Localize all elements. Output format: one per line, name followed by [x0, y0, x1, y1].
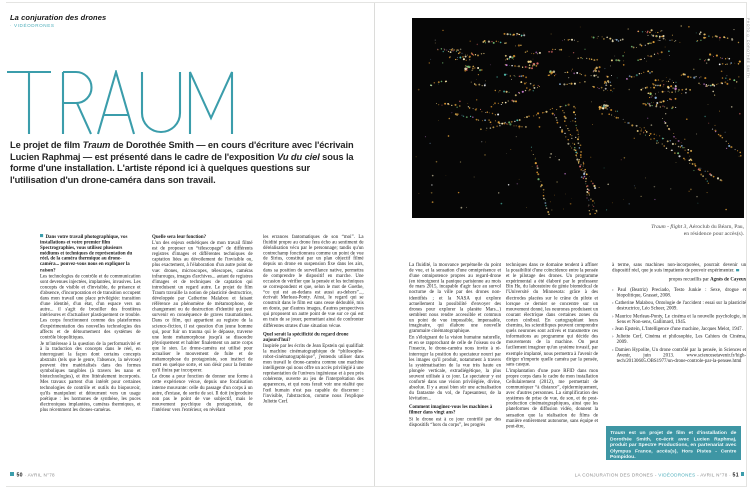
right-page: [375, 0, 750, 489]
body-paragraph: à terme, sans machines non-incorporées, pourrait devenir un dispositif réel, que je suis impatiente de pouvoir expérimenter.: [612, 262, 746, 273]
interviewer-name: Agnès de Cayeux: [710, 276, 746, 283]
footer-section: VIDÉODRONES: [658, 472, 696, 478]
intro-italic-title: Traum: [82, 140, 111, 150]
night-aerial-photo: [412, 18, 744, 218]
interview-question: Dans votre travail photographique, vos installations et votre premier film Spectrographies, vous utilisez plusieurs médiums et techniques de représentation du réel, de la caméra thermique au drone-caméra... pouvez-vous nous en expliquer la raison?: [40, 234, 133, 273]
folio-square-icon: [741, 472, 745, 476]
body-paragraph: La fluidité, la mouvance perpétuelle du point de vue, et la sensation d'une omniprésence et d'une omnipotence propres au regard-drone (en témoignent la panique parisienne au mois de mars 2015, incapable d'agir face au survol nocturne de la ville par des drones non-identifiés ; et la NASA qui explore actuellement la possibilité d'envoyer des drones pour explorer la planète Mars...) semblent nous rendre accessible et commun un point de vue impossible, impensable, imaginaire, qui élabore une nouvelle grammaire cinématographique.: [409, 262, 501, 334]
intro-text: Le projet de film: [10, 140, 83, 150]
left-page-column-1: [40, 234, 141, 462]
photo-caption: [562, 224, 744, 238]
footer-series: LA CONJURATION DES DRONES -: [574, 472, 659, 478]
right-page-column-2: [506, 262, 598, 464]
caption-text: , Aéroclub du Béarn, Pau,: [686, 224, 744, 230]
body-paragraph: techniques dans ce domaine tendent à affiner la possibilité d'une coïncidence entre la pensée et le pilotage des drones. Un programme expérimental a été élaboré par le professeur Bin He, du laboratoire de génie biomédical de l'Université du Minnesota: grâce à des électrodes placées sur le crâne du pilote et lorsque ce dernier se concentre sur un mouvement donné, les neurones produisent un courant électrique dans certaines zones du cortex cérébral. En cartographiant leurs chemins, les scientifiques peuvent comprendre quels neurones sont activés et transmettre ces informations au programme qui décide des mouvements de la machine. On peut facilement imaginer qu'un système invasif, par exemple implanté, nous permettra à l'avenir de diriger n'importe quelle caméra par la pensée, sans casque.: [506, 262, 598, 368]
production-credit-box: [606, 426, 741, 460]
left-page-column-3: [263, 234, 364, 462]
bullet-square-icon: [40, 234, 43, 237]
night-city-lights: [412, 18, 744, 218]
bibliography-item: › Maurice Merleau-Ponty, Le cinéma et la nouvelle psychologie, in Sens et Non-sens, Gallimard, 1945.: [612, 313, 746, 324]
section-label: · VIDÉODRONES: [10, 23, 55, 28]
bibliography-item: › Damien Hypolite, Un drone contrôlé par la pensée, in Sciences et Avenir, juin 2013. www.sciencesetavenir.fr/high-tech/20130605.OBS1977/un-drone-controle-par-la-pensee.html: [612, 347, 746, 364]
footer-issue: - AVRIL N°78 ·: [695, 472, 733, 478]
bibliography-list: [612, 287, 746, 363]
page-number: 50: [16, 472, 23, 479]
body-paragraph: Le drone a pour fonction de donner une forme à cette expérience vécue, depuis une focalisation interne mouvante: celle du passage d'un corps à un autre, d'extase, de sortie de soi. Il doit (re)produire non pas le point de vue subjectif, mais le mouvement psychique du protagoniste, de l'intérieur vers l'extérieur, en révélant: [152, 373, 253, 413]
issue-label: · AVRIL N°78: [24, 472, 55, 478]
body-paragraph: Inspirée par les écrits de Jean Epstein qui qualifiait la machine cinématographique de “philosophe-robot-cinématographique”, j'entends utiliser dans mon travail le drone-caméra comme une machine intelligente qui nous offre un accès privilégié à une représentation de l'univers ingénieuse et à peu près cohérente, ouverte au jeu de l'interprétation des apparences, et qui nous ferait voir une réalité que l'œil humain n'est pas capable de discerner : l'invisible, l'abstraction, comme nous l'explique Juliette Cerf.: [263, 343, 364, 404]
interview-question: Comment imaginez-vous les machines à filmer dans vingt ans?: [409, 404, 493, 416]
article-title-traum: [6, 70, 258, 136]
end-square-icon: [736, 269, 739, 272]
bibliography-item: › Juliette Cerf, Cinéma et philosophie, Les Cahiers du Cinéma, 2009.: [612, 334, 746, 345]
body-paragraph: En s'éloignant de la vision humaine naturelle, et en se rapprochant de celle de l'oiseau ou de l'insecte, le drone-caméra nous invite à ré-interroger la position du spectateur nourri par les images qu'il produit, notamment à travers la systématisation de la vue très haute en plongée verticale, extradiégétique, la plus souvent utilisée à ce jour. Le spectateur y est conforté dans une vision privilégiée, divine, absolue. Il y a aussi bien sûr une actualisation du fantasme du vol, de l'apesanteur, de la lévitation...: [409, 334, 501, 402]
series-title: La conjuration des drones: [10, 13, 107, 22]
caption-text: en résidence pour accès(s).: [683, 231, 744, 237]
intro-text: sous la forme d'une installation. L'artiste répond ici à quelques questions sur l'utilisation d'un drone-caméra dans son travail.: [10, 151, 354, 185]
interview-question: Quelle sera leur fonction?: [152, 234, 207, 240]
bibliography-item: › Paul (Beatriz) Preciado, Testo Junkie : Sexe, drogue et biopolitique, Grasset, 2008.: [612, 287, 746, 298]
body-paragraph: Les technologies de contrôle et de communication sont devenues injectées, implantées, invasives. Les concepts de visible et d'invisible, de présence et d'absence, d'incorporation et de transition occupent dans mon travail une place privilégiée: transition d'une identité, d'un état, d'un espace vers un autre... il s'agit de brouiller des frontières intérieures et d'actualiser plastiquement ce trouble. Les corps fonctionnent comme des plateformes d'expérimentation des nouvelles technologies des affects et de détournement des systèmes de contrôle biopolitiques.: [40, 273, 141, 340]
left-page-column-2: [152, 234, 253, 462]
left-folio: [10, 472, 55, 479]
intro-italic-expo: Vu du ciel: [276, 151, 320, 162]
byline: propos recueillis par Agnès de Cayeux: [668, 276, 746, 283]
body-paragraph: Je m'intéresse à la question de la performativité et à la traduction des concepts dans le réel, en interrogeant la façon dont certains concepts abstraits (tels que le genre, l'absence, la névrose) peuvent être matérialisés dans des formes symboliques tangibles (à travers les nano et biotechnologies), et être littéralement incorporés. Mes travaux partent d'un intérêt pour certaines technologies de contrôle et outils du biopouvoir, qu'ils manipulent et détournent vers un usage poétique : les hormones de synthèse, les puces électroniques implantées, caméras thermiques, et plus récemment les drones-caméras.: [40, 340, 141, 413]
right-page-column-1: [409, 262, 501, 464]
caption-work-title: Traum - flight 3: [651, 224, 687, 230]
body-paragraph: les errances fantomatiques de son “moi”. La fluidité propre au drone fera écho au sentiment de déréalisation vécu par le personnage; tandis qu'un contrechamp fonctionnera comme un point de vue de Sirius, constitué par un plan objectif filmé depuis un drone en suspension fixe dans les airs, dans sa position de surveillance native, permettra de comprendre le dispositif en marche. Une occasion de vérifier que la pensée et les techniques se correspondent et que, selon le mot de Goethe, “ce qui est au-dedans est aussi au-dehors”..., écrivait Merleau-Ponty. Ainsi, le regard qui se construit dans le film est sans cesse dédoublé, mis en doute, par d'autres images, d'autres perspectives qui proposent un autre point de vue sur ce qui est en train de se jouer, permettant ainsi de confronter différentes strates d'une situation vécue.: [263, 234, 364, 328]
folio-square-icon: [10, 472, 14, 476]
right-page-column-3: [612, 262, 746, 422]
intro-text: de Dorothée Smith — en cours d'écriture avec l'écrivain Lucien Raphmaj — est présenté dans le cadre de l'exposition: [10, 140, 354, 162]
interview-question: Quel serait la spécificité du regard drone aujourd'hui?: [263, 331, 349, 343]
body-paragraph: L'implantation d'une puce RFID dans mon propre corps dans le cadre de mon installation Cellulairement (2012), me permettait de communiquer “à distance”, épidermiquement, avec d'autres personnes. La simplification des systèmes de prise de vue, de son, et de post-production cinématographiques, ainsi que les plateformes de diffusion vidéo, donnent la sensation que la réalisation de films de manière entièrement autonome, sans équipe et peut-être,: [506, 367, 598, 429]
photo-credit: PHOTO © DOROTHÉE SMITH: [746, 18, 750, 79]
bibliography-item: › Jean Epstein, L'Intelligence d'une machine, Jacques Melot, 1947.: [612, 326, 746, 332]
right-folio: [575, 472, 744, 479]
bibliography-item: › Catherine Malabou, Ontologie de l'accident : essai sur la plasticité destructrice, Léo Scheer, 2009.: [612, 300, 746, 311]
credit-box-text: est un projet de film et d'installation de Dorothée Smith, co-écrit avec Lucien Raphmaj, produit par Spectre Productions, en partenariat avec Olympus France, accès(s), Hors Pistes - Centre Pompidou.: [610, 430, 737, 460]
body-paragraph: Si le drone est à ce jour contrôlé par des dispositifs “hors du corps”, les progrès: [409, 416, 501, 428]
body-paragraph: L'un des enjeux esthétiques de mon travail filmé est de proposer un “télescopage” de différents registres d'images et différentes techniques de captation liées au dévoilement de l'invisible ou, plus exactement, à l'élaboration d'un autre point de vue: drones, microscopes, télescopes, caméras infrarouges, images d'archives... autant de registres d'images et de techniques de captation qui introduisent un regard autre. Le projet de film Traum travaille la notion de plasticité destructrice, développée par Catherine Malabou et faisant référence au phénomène de métamorphose, de changement ou de destruction d'identité qui peut survenir en conséquence de graves traumatismes. Dans ce film, qui appartient au registre de la science-fiction, il est question d'un jeune homme qui, pour fuir un trauma qui le dépasse, traverse une lente métamorphose jusqu'à se dissoudre physiquement et habiter finalement un autre corps que le sien. Le drone-caméra est utilisé pour actualiser le mouvement de fuite et de métamorphose du protagoniste, son instinct de mort en quelque sorte, et son désir pour la femme qu'il finira par incorporer.: [152, 240, 253, 374]
credit-box-title: Traum: [610, 430, 626, 436]
page-number: 51: [732, 472, 739, 479]
intro-paragraph: [10, 140, 357, 186]
